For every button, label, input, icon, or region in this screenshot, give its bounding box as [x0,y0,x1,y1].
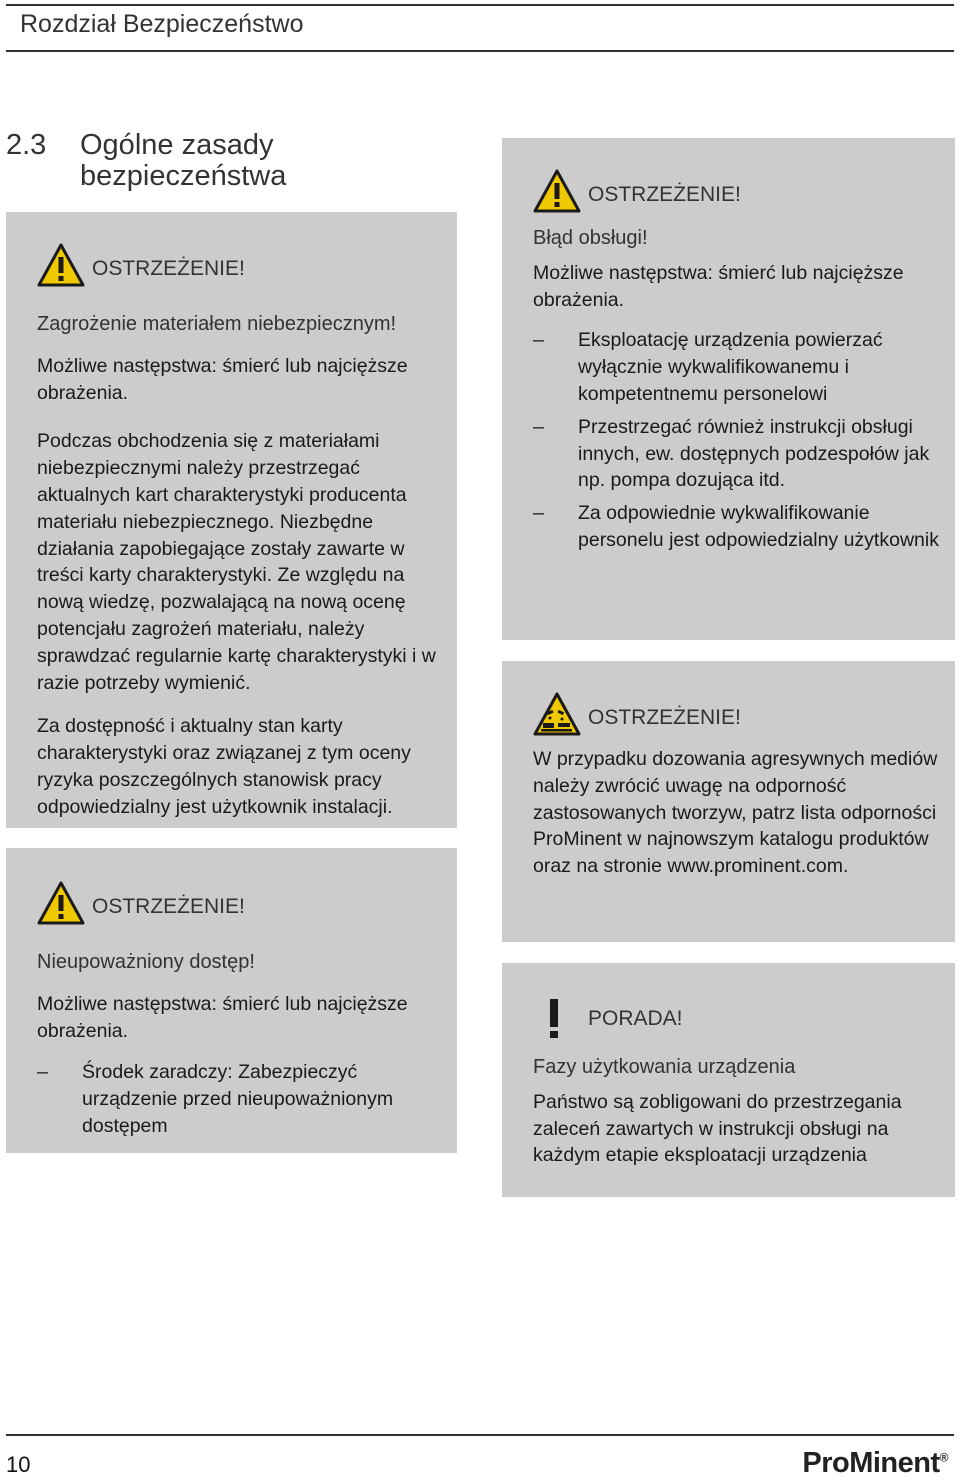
signal-word: PORADA! [588,1007,683,1030]
measures-list [37,1059,441,1139]
header-bottom-rule [6,50,954,52]
hazard-subtitle: Nieupoważniony dostęp! [37,951,255,973]
body-paragraph: Państwo są zobligowani do przestrzegania zaleceń zawartych w instrukcji obsługi na każdym etapie eksploatacji urządzenia [533,1090,902,1167]
warning-triangle-icon [37,243,85,295]
warning-box-hazardous-material [6,212,457,828]
consequence-text: Możliwe następstwa: śmierć lub najcięższe obrażenia. [533,261,904,311]
page-number: 10 [6,1452,31,1477]
tip-subtitle: Fazy użytkowania urządzenia [533,1056,796,1078]
box-header [533,996,939,1048]
list-item: – Przestrzegać również instrukcji obsługi innych, ew. dostępnych podzespołów jak np. pompa dozująca itd. [533,414,939,494]
box-header [37,881,441,933]
header-top-rule [6,4,954,6]
warning-box-corrosive-media [502,661,955,942]
prominent-logo: ProMinent® [802,1447,948,1479]
list-item: – Eksploatację urządzenia powierzać wyłącznie wykwalifikowanemu i kompetentnemu personelowi [533,327,939,407]
box-header [37,243,441,295]
box-header [533,692,939,744]
list-item: – Za odpowiednie wykwalifikowanie personelu jest odpowiedzialny użytkownik [533,500,939,554]
warning-box-unauthorized-access [6,848,457,1153]
hazard-subtitle: Błąd obsługi! [533,227,648,249]
warning-triangle-icon [533,169,581,221]
box-header [533,169,939,221]
measures-list [533,327,939,553]
body-paragraph: W przypadku dozowania agresywnych mediów należy zwrócić uwagę na odporność zastosowanych tworzyw, patrz lista odporności ProMinent w najnowszym katalogu produktów oraz na stronie www.prominent.com. [533,748,938,878]
list-item: – Środek zaradczy: Zabezpieczyć urządzenie przed nieupoważnionym dostępem [37,1059,441,1139]
consequence-text: Możliwe następstwa: śmierć lub najcięższe obrażenia. [37,354,408,404]
tip-box-usage-phases [502,963,955,1197]
signal-word: OSTRZEŻENIE! [588,706,741,729]
hazard-subtitle: Zagrożenie materiałem niebezpiecznym! [37,313,397,335]
section-title: Ogólne zasady bezpieczeństwa [80,129,287,192]
footer-rule [6,1434,954,1436]
corrosive-triangle-icon [533,692,581,744]
body-paragraph: Za dostępność i aktualny stan karty charakterystyki oraz związanej z tym oceny ryzyka poszczególnych stanowisk pracy odpowiedzialny jest użytkownik instalacji. [37,715,411,818]
warning-box-operating-error [502,138,955,640]
signal-word: OSTRZEŻENIE! [92,895,245,918]
signal-word: OSTRZEŻENIE! [92,257,245,280]
warning-triangle-icon [37,881,85,933]
chapter-title: Rozdział Bezpieczeństwo [20,10,304,38]
body-paragraph: Podczas obchodzenia się z materiałami niebezpiecznymi należy przestrzegać aktualnych kart charakterystyki producenta materiału niebezpiecznego. Niezbędne działania zapobiegające zostały zawarte w treści karty charakterystyki. Ze względu na nową wiedzę, pozwalającą na nową ocenę potencjału zagrożeń materiału, należy sprawdzać regularnie kartę charakterystyki i w razie potrzeby wymienić. [37,430,436,694]
exclamation-icon [533,996,581,1048]
signal-word: OSTRZEŻENIE! [588,183,741,206]
section-number: 2.3 [6,129,47,161]
consequence-text: Możliwe następstwa: śmierć lub najcięższe obrażenia. [37,992,408,1042]
